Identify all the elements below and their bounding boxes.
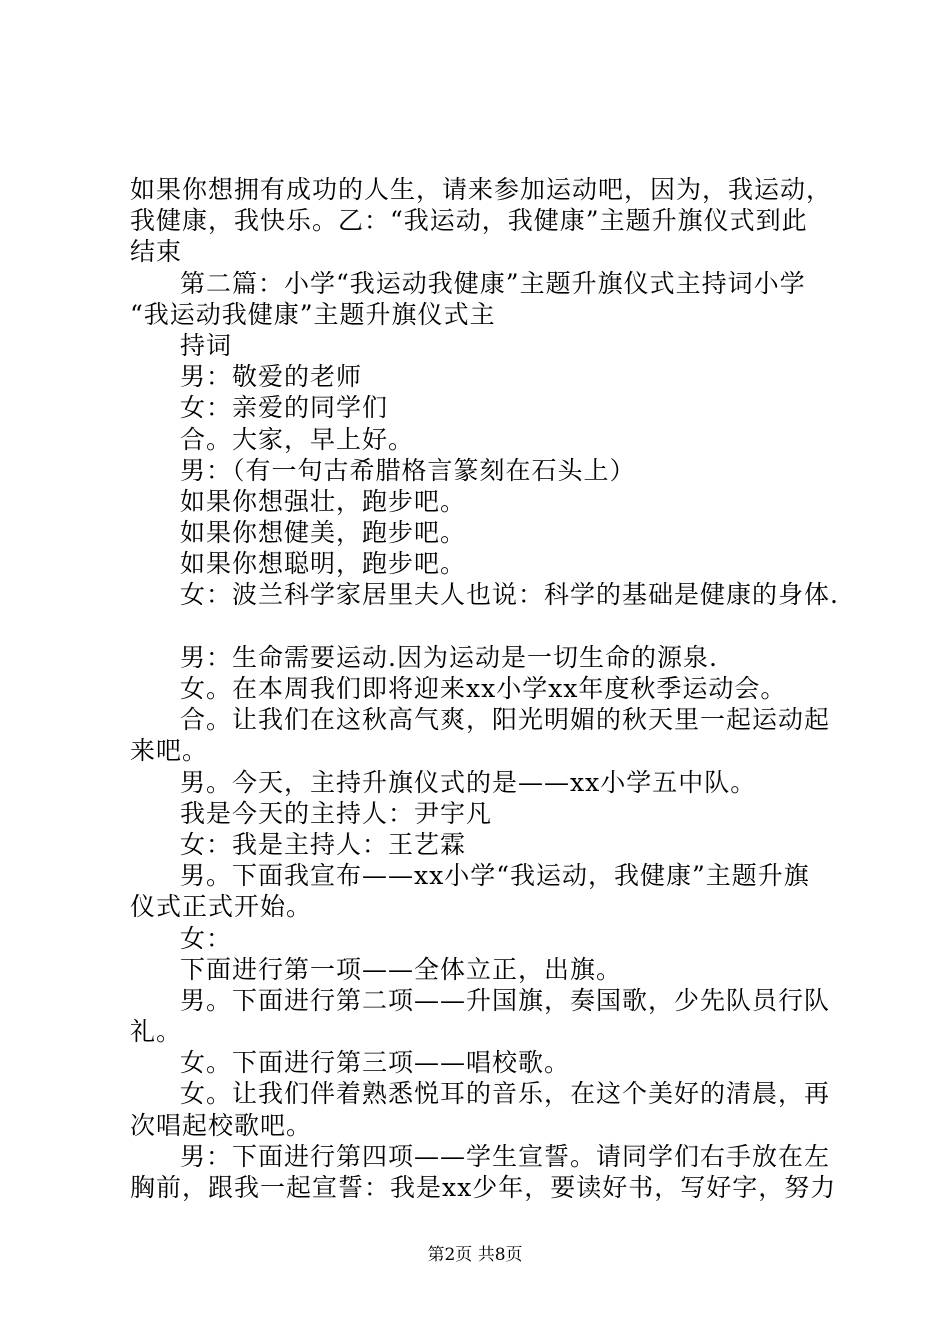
page-footer <box>0 1245 950 1265</box>
text-line: 如果你想健美，跑步吧。 <box>180 518 467 548</box>
text-line: 我健康，我快乐。乙：“我运动，我健康”主题升旗仪式到此 <box>130 206 808 236</box>
text-line: 女： <box>180 923 233 953</box>
text-line: 礼。 <box>130 1017 183 1047</box>
text-line: 男：敬爱的老师 <box>180 362 363 392</box>
text-line: 合。让我们在这秋高气爽，阳光明媚的秋天里一起运动起 <box>180 705 831 735</box>
page-number-label: 第2页 共8页 <box>427 1245 523 1265</box>
text-line: 女。在本周我们即将迎来xx小学xx年度秋季运动会。 <box>180 674 787 703</box>
text-line: 下面进行第一项——全体立正，出旗。 <box>180 954 623 984</box>
text-line: 结束 <box>130 237 183 267</box>
text-line: 女：亲爱的同学们 <box>180 393 389 423</box>
text-line: 男。下面我宣布——xx小学“我运动，我健康”主题升旗 <box>180 861 810 891</box>
text-line: 次唱起校歌吧。 <box>130 1110 313 1140</box>
text-line: “我运动我健康”主题升旗仪式主 <box>130 299 496 329</box>
text-line: 男：下面进行第四项——学生宣誓。请同学们右手放在左 <box>180 1141 831 1171</box>
text-line: 如果你想聪明，跑步吧。 <box>180 549 467 579</box>
document-body <box>130 174 839 1203</box>
text-line: 第二篇：小学“我运动我健康”主题升旗仪式主持词小学 <box>180 268 806 298</box>
text-line: 男：生命需要运动.因为运动是一切生命的源泉. <box>180 642 718 672</box>
text-line <box>130 611 830 642</box>
text-line: 女。让我们伴着熟悉悦耳的音乐，在这个美好的清晨，再 <box>180 1079 831 1109</box>
text-line: 仪式正式开始。 <box>130 892 313 922</box>
text-line: 我是今天的主持人：尹宇凡 <box>180 798 493 828</box>
text-line: 男。下面进行第二项——升国旗，奏国歌，少先队员行队 <box>180 985 831 1015</box>
text-line: 合。大家，早上好。 <box>180 424 415 454</box>
text-line: 来吧。 <box>130 736 209 766</box>
text-line: 如果你想拥有成功的人生，请来参加运动吧，因为，我运动， <box>130 175 833 204</box>
text-line: 男：（有一句古希腊格言篆刻在石头上） <box>180 455 636 485</box>
text-line: 男。今天，主持升旗仪式的是——xx小学五中队。 <box>180 767 757 797</box>
text-line: 如果你想强壮，跑步吧。 <box>180 486 467 516</box>
text-line: 胸前，跟我一起宣誓：我是xx少年，要读好书，写好字，努力 <box>130 1173 837 1202</box>
text-line: 女。下面进行第三项——唱校歌。 <box>180 1048 571 1078</box>
text-line: 女：波兰科学家居里夫人也说：科学的基础是健康的身体. <box>180 580 839 610</box>
text-line: 女：我是主持人：王艺霖 <box>180 829 467 859</box>
text-line: 持词 <box>180 330 233 360</box>
